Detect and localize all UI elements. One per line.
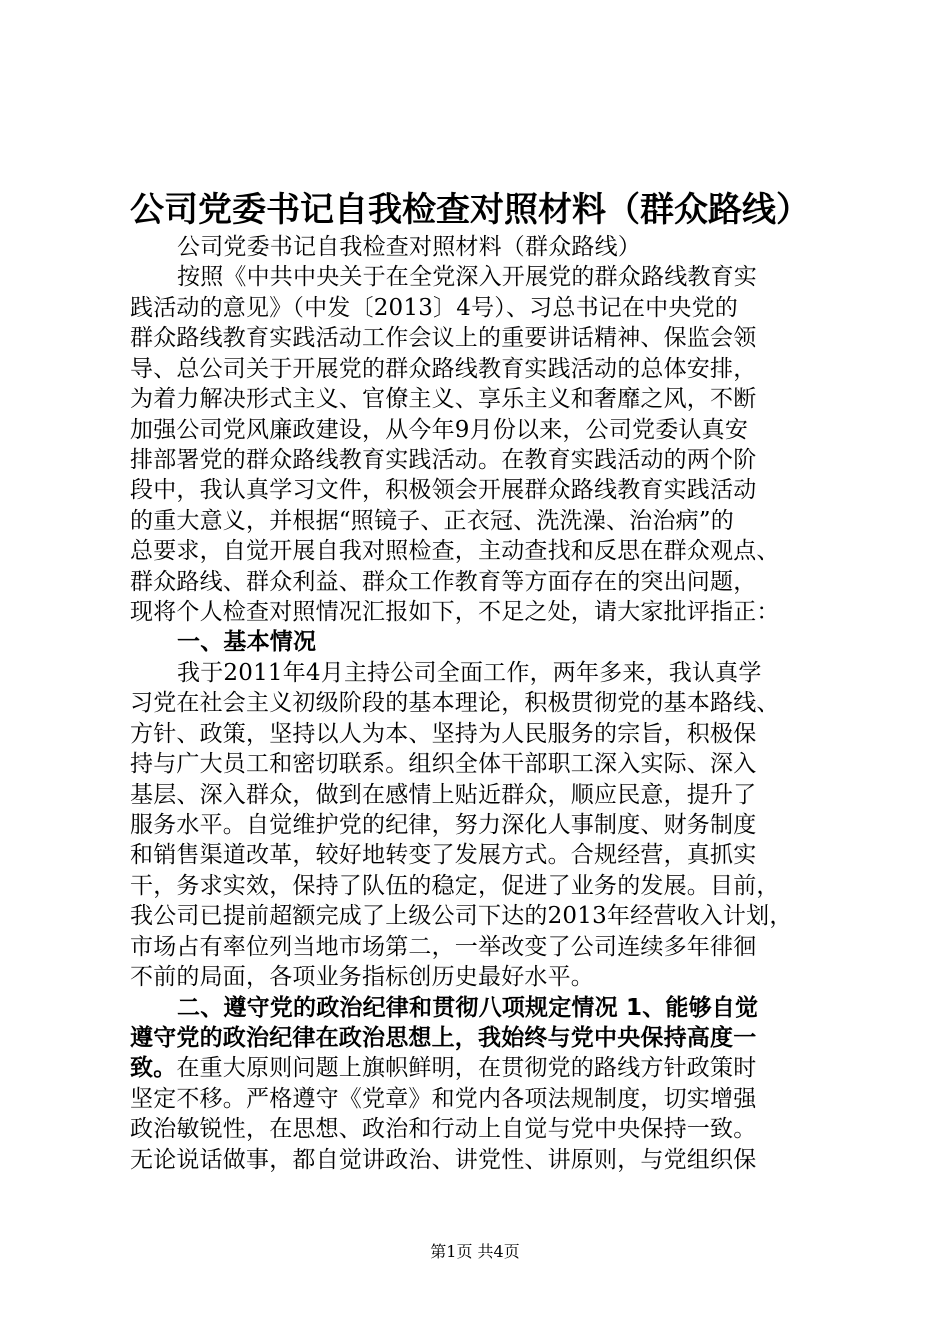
text-line-content: 践活动的意见》（中发〔2013〕4号）、习总书记在中央党的 <box>130 294 738 321</box>
text-line <box>130 232 830 262</box>
text-line-content: 现将个人检查对照情况汇报如下，不足之处，请大家批评指正： <box>130 599 780 626</box>
text-line-content: 不前的局面，各项业务指标创历史最好水平。 <box>130 964 594 991</box>
text-line <box>130 1145 830 1175</box>
text-line-content: 服务水平。自觉维护党的纪律，努力深化人事制度、财务制度 <box>130 812 757 839</box>
text-line <box>130 749 830 779</box>
text-line <box>130 780 830 810</box>
text-line-content: 为着力解决形式主义、官僚主义、享乐主义和奢靡之风，不断 <box>130 386 757 413</box>
text-line <box>130 871 830 901</box>
text-line <box>130 810 830 840</box>
text-line-content: 加强公司党风廉政建设，从今年9月份以来，公司党委认真安 <box>130 416 749 443</box>
text-line-content: 我公司已提前超额完成了上级公司下达的2013年经营收入计划， <box>130 903 793 930</box>
document-title: 公司党委书记自我检查对照材料（群众路线） <box>130 190 810 230</box>
text-line-content: 无论说话做事，都自觉讲政治、讲党性、讲原则，与党组织保 <box>130 1146 757 1173</box>
text-line-content: 二、遵守党的政治纪律和贯彻八项规定情况 1、能够自觉 <box>177 994 759 1021</box>
text-line <box>130 1114 830 1144</box>
text-line <box>130 688 830 718</box>
text-line-content: 按照《中共中央关于在全党深入开展党的群众路线教育实 <box>177 264 757 291</box>
text-line-content: 排部署党的群众路线教育实践活动。在教育实践活动的两个阶 <box>130 446 757 473</box>
text-line-content: 政治敏锐性，在思想、政治和行动上自觉与党中央保持一致。 <box>130 1116 757 1143</box>
text-line <box>130 475 830 505</box>
text-line-content: 的重大意义，并根据“照镜子、正衣冠、洗洗澡、治治病”的 <box>130 507 734 534</box>
text-line <box>130 354 830 384</box>
text-line <box>130 597 830 627</box>
text-line <box>130 445 830 475</box>
text-line <box>130 901 830 931</box>
text-line-content: 干，务求实效，保持了队伍的稳定，促进了业务的发展。目前， <box>130 872 780 899</box>
text-line-content: 致。 <box>130 1055 177 1082</box>
text-line <box>130 962 830 992</box>
text-line <box>130 1023 830 1053</box>
text-line-content: 基层、深入群众，做到在感情上贴近群众，顺应民意，提升了 <box>130 781 757 808</box>
text-line-tail: 在重大原则问题上旗帜鲜明，在贯彻党的路线方针政策时 <box>176 1055 757 1082</box>
text-line-content: 和销售渠道改革，较好地转变了发展方式。合规经营，真抓实 <box>130 842 757 869</box>
text-line <box>130 1084 830 1114</box>
text-line-content: 我于2011年4月主持公司全面工作，两年多来，我认真学 <box>177 659 762 686</box>
text-line-content: 群众路线教育实践活动工作会议上的重要讲话精神、保监会领 <box>130 325 757 352</box>
text-line-content: 持与广大员工和密切联系。组织全体干部职工深入实际、深入 <box>130 751 757 778</box>
text-line <box>130 567 830 597</box>
text-line-content: 市场占有率位列当地市场第二，一举改变了公司连续多年徘徊 <box>130 933 757 960</box>
text-line-content: 公司党委书记自我检查对照材料（群众路线） <box>177 234 641 260</box>
text-line-content: 坚定不移。严格遵守《党章》和党内各项法规制度，切实增强 <box>130 1085 757 1112</box>
page-footer: 第1页 共4页 <box>430 1242 520 1261</box>
text-line-content: 一、基本情况 <box>177 629 317 656</box>
text-line-content: 总要求，自觉开展自我对照检查，主动查找和反思在群众观点、 <box>130 538 780 565</box>
text-line <box>130 384 830 414</box>
text-line <box>130 415 830 445</box>
text-line <box>130 506 830 536</box>
text-line-content: 段中，我认真学习文件，积极领会开展群众路线教育实践活动 <box>130 477 757 504</box>
text-line <box>130 536 830 566</box>
text-line <box>130 293 830 323</box>
text-line <box>130 627 830 657</box>
text-line <box>130 993 830 1023</box>
text-line <box>130 658 830 688</box>
text-line <box>130 1053 830 1083</box>
text-line-content: 习党在社会主义初级阶段的基本理论，积极贯彻党的基本路线、 <box>130 690 780 717</box>
text-line <box>130 840 830 870</box>
text-line-content: 遵守党的政治纪律在政治思想上，我始终与党中央保持高度一 <box>130 1024 757 1051</box>
text-line-content: 导、总公司关于开展党的群众路线教育实践活动的总体安排， <box>130 355 757 382</box>
text-line-content: 群众路线、群众利益、群众工作教育等方面存在的突出问题， <box>130 568 757 595</box>
text-line <box>130 719 830 749</box>
text-line <box>130 262 830 292</box>
text-line <box>130 323 830 353</box>
text-line <box>130 932 830 962</box>
document-body <box>130 232 830 1175</box>
text-line-content: 方针、政策，坚持以人为本、坚持为人民服务的宗旨，积极保 <box>130 720 757 747</box>
